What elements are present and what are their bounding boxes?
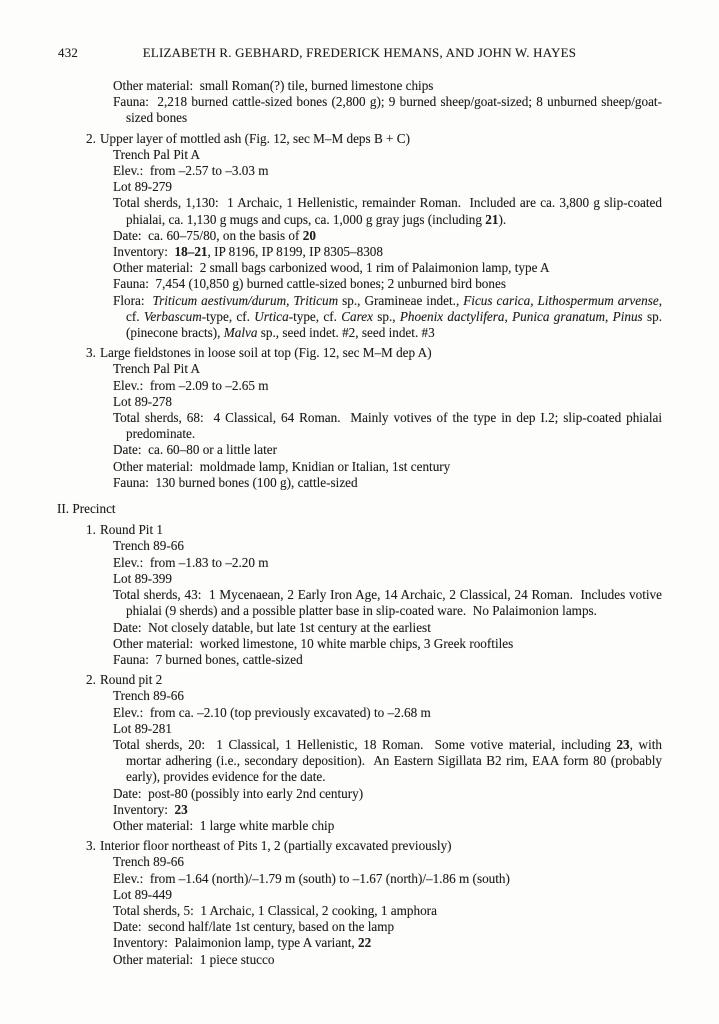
text-run: Lot 89-278 <box>113 393 172 409</box>
field-line <box>113 260 662 276</box>
text-run: -type, cf. <box>288 308 342 324</box>
field-line <box>113 146 662 163</box>
text-run: Total sherds, 43: 1 Mycenaean, 2 Early Iron Age, 14 Archaic, 2 Classical, 24 Roman. Includes votive phialai (9 sherds) and a possible platter base in slip-coated ware. No Palaimonion lamps. <box>113 587 662 619</box>
field-line <box>113 377 662 394</box>
text-run: , cf. <box>126 292 663 324</box>
text-run: , <box>605 308 613 324</box>
text-run: Trench 89-66 <box>113 854 184 870</box>
field-line <box>113 474 662 491</box>
text-run: sp., Gramineae indet., <box>338 292 464 308</box>
text-run: sp., seed indet. #2, seed indet. #3 <box>257 325 435 341</box>
text-run: Ficus carica <box>463 292 531 308</box>
text-run: Round Pit 1 <box>100 522 164 538</box>
text-run: -type, cf. <box>201 308 255 324</box>
field-line <box>113 410 662 442</box>
text-run: Verbascum <box>143 308 202 324</box>
section-heading <box>57 501 662 517</box>
item-number: 2. <box>86 130 96 146</box>
field-line <box>113 227 662 244</box>
text-run: Other material: moldmade lamp, Knidian or Italian, 1st century <box>113 458 451 474</box>
field-line <box>113 817 662 834</box>
field-line <box>113 704 662 721</box>
text-run: , <box>286 292 294 308</box>
text-run: sp., <box>372 308 400 324</box>
text-run: Elev.: from ca. –2.10 (top previously excavated) to –2.68 m <box>113 704 431 720</box>
text-run: , IP 8196, IP 8199, IP 8305–8308 <box>207 244 383 260</box>
field-line <box>113 570 662 587</box>
field-line <box>113 276 662 292</box>
text-run: II. Precinct <box>57 501 116 517</box>
field-line <box>113 179 662 195</box>
text-run: Trench 89-66 <box>113 688 184 704</box>
field-line <box>113 163 662 179</box>
text-run: Elev.: from –1.64 (north)/–1.79 m (south) to –1.67 (north)/–1.86 m (south) <box>113 870 510 886</box>
text-run: ). <box>498 211 507 227</box>
field-line <box>113 651 662 668</box>
catalog-item-heading <box>86 345 662 361</box>
text-run: Fauna: 7,454 (10,850 g) burned cattle-sized bones; 2 unburned bird bones <box>113 276 506 292</box>
field-line <box>113 635 662 652</box>
text-run: Fauna: 2,218 burned cattle-sized bones (2,800 g); 9 burned sheep/goat-sized; 8 unburned sheep/goat-sized bones <box>113 94 662 126</box>
text-run: Round pit 2 <box>100 672 163 688</box>
field-line <box>113 393 662 410</box>
text-run: Inventory: <box>113 801 175 817</box>
running-head: ELIZABETH R. GEBHARD, FREDERICK HEMANS, AND JOHN W. HAYES <box>142 46 577 60</box>
text-run: Other material: 1 large white marble chip <box>113 817 335 833</box>
field-line <box>113 886 662 903</box>
text-run: 23 <box>174 801 188 817</box>
text-run: Malva <box>223 325 258 341</box>
field-line <box>113 902 662 919</box>
text-run: Urtica <box>254 308 289 324</box>
text-run: , with mortar adhering (i.e., secondary deposition). An Eastern Sigillata B2 rim, EAA form 80 (probably early), provides evidence for the date. <box>126 736 663 785</box>
field-line <box>113 458 662 475</box>
field-line <box>113 195 662 227</box>
field-line <box>113 554 662 571</box>
text-run: 21 <box>485 211 499 227</box>
field-line <box>113 801 662 818</box>
text-run: Elev.: from –2.57 to –3.03 m <box>113 163 269 179</box>
document-blocks <box>0 78 719 968</box>
catalog-item-heading <box>86 672 662 688</box>
catalog-item-heading <box>86 838 662 854</box>
text-run: Other material: 1 piece stucco <box>113 951 275 967</box>
text-run: 22 <box>358 935 372 951</box>
text-run: , <box>504 308 513 324</box>
text-run: Triticum <box>293 292 339 308</box>
text-run: 20 <box>302 227 316 243</box>
text-run: Lithospermum arvense <box>537 292 659 308</box>
field-line <box>113 292 663 342</box>
text-run: Lot 89-399 <box>113 570 172 586</box>
text-run: Total sherds, 68: 4 Classical, 64 Roman. Mainly votives of the type in dep I.2; slip-coated phialai predominate. <box>113 410 662 442</box>
text-run: , <box>530 292 538 308</box>
text-run: Total sherds, 20: 1 Classical, 1 Hellenistic, 18 Roman. Some votive material, including <box>113 736 617 752</box>
text-run: sp. (pinecone bracts), <box>126 308 663 341</box>
text-run: Date: Not closely datable, but late 1st century at the earliest <box>113 619 431 635</box>
item-number: 1. <box>86 522 96 538</box>
text-run: Large fieldstones in loose soil at top (Fig. 12, sec M–M dep A) <box>100 345 432 361</box>
field-line <box>113 919 662 935</box>
page-header <box>0 46 719 63</box>
text-run: Inventory: <box>113 244 175 260</box>
text-run: Date: ca. 60–80 or a little later <box>113 442 278 458</box>
text-run: Lot 89-449 <box>113 886 172 902</box>
text-run: Carex <box>341 308 373 324</box>
field-line <box>113 935 662 951</box>
field-line <box>113 442 662 458</box>
catalog-item-heading <box>86 522 662 538</box>
text-run: Date: second half/late 1st century, based on the lamp <box>113 919 395 935</box>
text-run: Trench 89-66 <box>113 538 184 554</box>
text-run: Lot 89-279 <box>113 179 172 195</box>
text-run: Triticum aestivum/durum <box>152 292 287 308</box>
catalog-item-heading <box>86 131 662 147</box>
field-line <box>113 538 662 554</box>
text-run: Other material: 2 small bags carbonized wood, 1 rim of Palaimonion lamp, type A <box>113 260 550 276</box>
field-line <box>113 688 662 704</box>
field-line <box>113 94 662 126</box>
text-run: Interior floor northeast of Pits 1, 2 (partially excavated previously) <box>100 838 452 854</box>
text-run: Date: post-80 (possibly into early 2nd century) <box>113 785 364 801</box>
text-run: Punica granatum <box>512 308 606 324</box>
text-run: Date: ca. 60–75/80, on the basis of <box>113 227 303 243</box>
text-run: Total sherds, 1,130: 1 Archaic, 1 Hellenistic, remainder Roman. Included are ca. 3,800 g slip-coated phialai, ca. 1,130 g mugs and cups, ca. 1,000 g gray jugs (including <box>113 195 662 227</box>
field-line <box>113 244 662 260</box>
text-run: Lot 89-281 <box>113 720 172 736</box>
text-run: Upper layer of mottled ash (Fig. 12, sec M–M deps B + C) <box>100 130 410 146</box>
text-run: Inventory: Palaimonion lamp, type A variant, <box>113 935 359 951</box>
field-line <box>113 587 662 619</box>
field-line <box>113 951 662 968</box>
text-run: Other material: worked limestone, 10 white marble chips, 3 Greek rooftiles <box>113 635 514 651</box>
text-run: 23 <box>616 736 630 752</box>
text-run: Fauna: 7 burned bones, cattle-sized <box>113 651 303 667</box>
text-run: Elev.: from –2.09 to –2.65 m <box>113 377 269 393</box>
text-run: Phoenix dactylifera <box>399 308 505 324</box>
field-line <box>113 720 662 737</box>
field-line <box>113 78 662 94</box>
text-run: Total sherds, 5: 1 Archaic, 1 Classical, 2 cooking, 1 amphora <box>113 902 437 918</box>
field-line <box>113 361 662 377</box>
text-run: Other material: small Roman(?) tile, burned limestone chips <box>113 78 434 93</box>
field-line <box>113 785 662 802</box>
text-run: Trench Pal Pit A <box>113 361 201 377</box>
field-line <box>113 870 662 887</box>
item-number: 2. <box>86 672 96 688</box>
text-run: Fauna: 130 burned bones (100 g), cattle-sized <box>113 474 358 490</box>
text-run: 18–21 <box>174 244 208 260</box>
item-number: 3. <box>86 838 96 854</box>
field-line <box>113 854 662 870</box>
page-number: 432 <box>58 46 79 60</box>
text-run: Pinus <box>612 308 643 324</box>
item-number: 3. <box>86 345 96 361</box>
text-run: Trench Pal Pit A <box>113 146 201 162</box>
text-run: Flora: <box>113 292 153 308</box>
field-line <box>113 619 662 636</box>
field-line <box>113 736 663 786</box>
text-run: Elev.: from –1.83 to –2.20 m <box>113 554 269 570</box>
